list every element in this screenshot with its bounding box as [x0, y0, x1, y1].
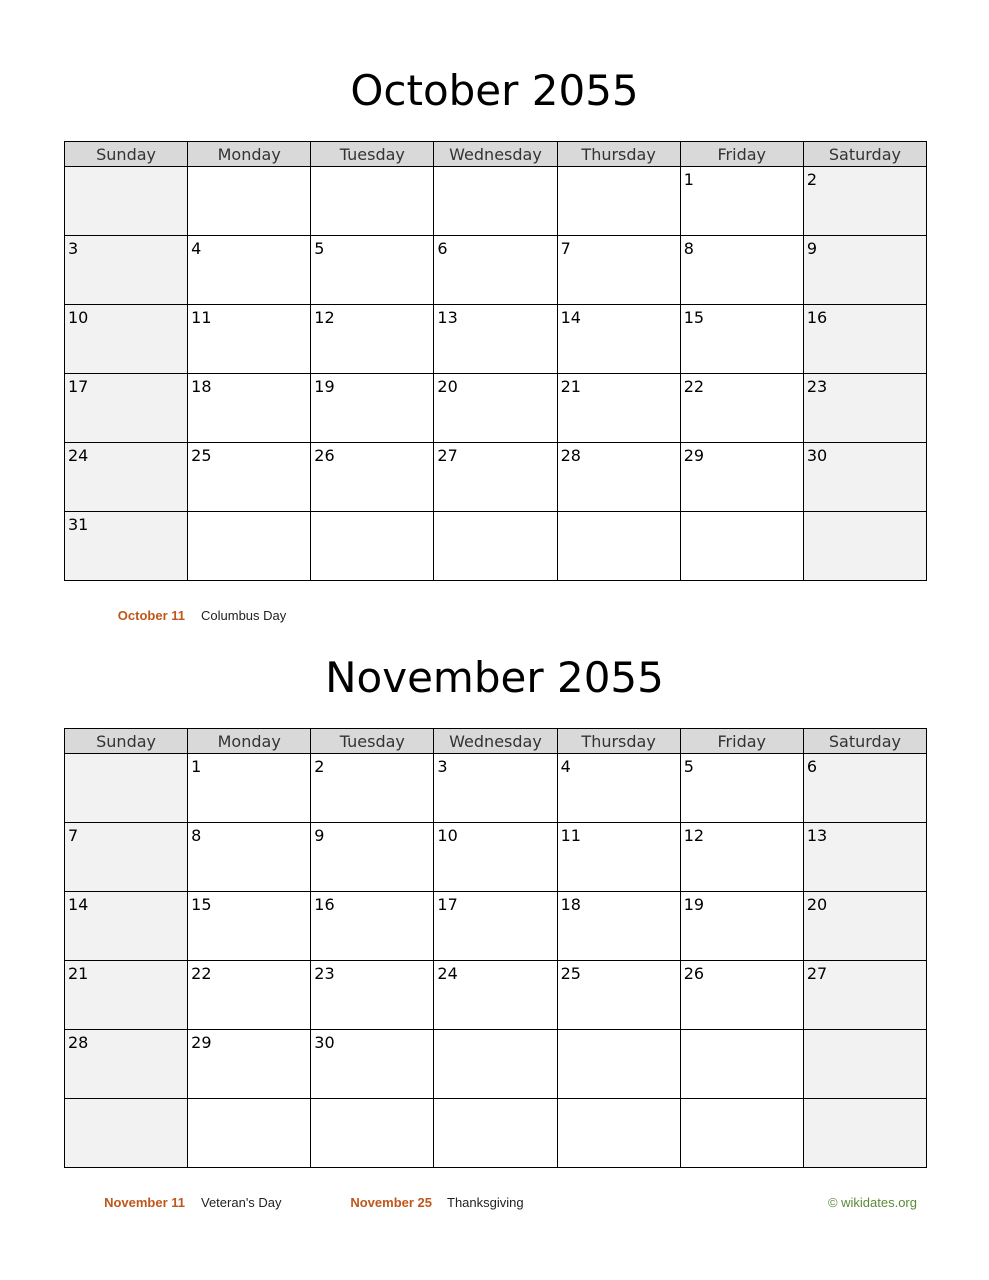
day-cell — [803, 961, 926, 1030]
day-number: 16 — [806, 308, 828, 327]
day-cell — [557, 754, 680, 823]
day-number: 27 — [806, 964, 828, 983]
day-cell — [803, 754, 926, 823]
holiday-name: Columbus Day — [201, 608, 287, 623]
day-number: 19 — [314, 377, 335, 396]
day-cell — [65, 305, 188, 374]
week-row — [65, 1099, 927, 1168]
day-cell — [434, 961, 557, 1030]
day-cell — [557, 512, 680, 581]
day-cell — [434, 1030, 557, 1099]
calendar-grid — [64, 141, 927, 581]
week-row — [65, 1030, 927, 1099]
day-number: 26 — [683, 964, 705, 983]
day-cell — [65, 236, 188, 305]
day-cell — [188, 961, 311, 1030]
day-cell — [311, 374, 434, 443]
day-cell — [188, 892, 311, 961]
day-cell — [65, 443, 188, 512]
day-cell — [680, 1030, 803, 1099]
day-cell — [680, 754, 803, 823]
day-cell — [557, 1099, 680, 1168]
day-number — [681, 512, 803, 516]
day-number: 20 — [806, 895, 828, 914]
day-number: 28 — [68, 1033, 89, 1052]
day-number: 1 — [683, 170, 694, 189]
day-number — [558, 167, 680, 171]
day-number: 12 — [314, 308, 335, 327]
day-cell — [803, 892, 926, 961]
day-number: 14 — [560, 308, 581, 327]
day-number: 11 — [191, 308, 212, 327]
day-number: 13 — [806, 826, 828, 845]
day-number — [65, 167, 187, 171]
day-number: 6 — [806, 757, 818, 776]
day-cell — [434, 167, 557, 236]
day-number: 4 — [191, 239, 202, 258]
day-cell — [434, 443, 557, 512]
day-cell — [65, 754, 188, 823]
weekday-header: Saturday — [803, 729, 926, 754]
day-number — [434, 1099, 556, 1103]
day-number: 17 — [68, 377, 89, 396]
day-number: 16 — [314, 895, 335, 914]
weekday-header: Wednesday — [434, 142, 557, 167]
day-number — [558, 1030, 680, 1034]
day-cell — [434, 1099, 557, 1168]
day-number: 25 — [560, 964, 581, 983]
week-row — [65, 167, 927, 236]
day-number: 2 — [314, 757, 325, 776]
day-cell — [680, 443, 803, 512]
day-cell — [311, 1099, 434, 1168]
day-number: 28 — [560, 446, 581, 465]
day-cell — [680, 374, 803, 443]
day-cell — [680, 892, 803, 961]
day-cell — [434, 374, 557, 443]
weekday-header: Wednesday — [434, 729, 557, 754]
day-cell — [680, 236, 803, 305]
day-number: 5 — [314, 239, 325, 258]
day-number: 5 — [683, 757, 694, 776]
day-number: 18 — [191, 377, 212, 396]
day-number — [188, 512, 310, 516]
weekday-header: Tuesday — [311, 142, 434, 167]
day-number — [681, 1099, 803, 1103]
day-number: 21 — [560, 377, 581, 396]
day-number: 13 — [437, 308, 458, 327]
day-cell — [188, 236, 311, 305]
day-cell — [188, 512, 311, 581]
weekday-header: Sunday — [65, 729, 188, 754]
weekday-header-row — [65, 729, 927, 754]
day-cell — [65, 892, 188, 961]
day-cell — [803, 167, 926, 236]
day-number: 3 — [437, 757, 448, 776]
day-number: 7 — [68, 826, 79, 845]
day-number — [804, 512, 926, 516]
day-number — [558, 512, 680, 516]
day-cell — [680, 961, 803, 1030]
day-cell — [680, 305, 803, 374]
day-cell — [434, 892, 557, 961]
day-cell — [434, 305, 557, 374]
weekday-header: Saturday — [803, 142, 926, 167]
day-cell — [803, 1030, 926, 1099]
day-number: 8 — [191, 826, 202, 845]
day-number — [804, 1030, 926, 1034]
week-row — [65, 374, 927, 443]
day-cell — [680, 1099, 803, 1168]
day-number: 23 — [806, 377, 828, 396]
site-credit: © wikidates.org — [827, 1195, 917, 1210]
day-number: 30 — [314, 1033, 335, 1052]
day-cell — [188, 443, 311, 512]
day-number: 22 — [683, 377, 705, 396]
day-number: 4 — [560, 757, 571, 776]
day-cell — [65, 823, 188, 892]
week-row — [65, 961, 927, 1030]
day-cell — [65, 1099, 188, 1168]
week-row — [65, 305, 927, 374]
weekday-header-row — [65, 142, 927, 167]
day-cell — [65, 167, 188, 236]
day-number: 19 — [683, 895, 705, 914]
day-number — [188, 1099, 310, 1103]
day-number: 2 — [806, 170, 818, 189]
weekday-header: Friday — [680, 142, 803, 167]
day-cell — [311, 1030, 434, 1099]
day-cell — [557, 374, 680, 443]
day-number — [311, 512, 433, 516]
day-number: 7 — [560, 239, 571, 258]
day-cell — [311, 754, 434, 823]
week-row — [65, 892, 927, 961]
day-number: 20 — [437, 377, 458, 396]
day-cell — [434, 823, 557, 892]
holiday-date: November 11 — [104, 1195, 185, 1210]
day-cell — [188, 754, 311, 823]
day-number: 24 — [437, 964, 458, 983]
holiday-name: Veteran's Day — [201, 1195, 282, 1210]
weekday-header: Thursday — [557, 142, 680, 167]
day-cell — [311, 823, 434, 892]
day-cell — [557, 1030, 680, 1099]
day-number: 22 — [191, 964, 212, 983]
day-cell — [311, 236, 434, 305]
day-number: 8 — [683, 239, 694, 258]
day-cell — [311, 892, 434, 961]
day-cell — [188, 1030, 311, 1099]
day-cell — [65, 1030, 188, 1099]
day-number: 11 — [560, 826, 581, 845]
weekday-header: Friday — [680, 729, 803, 754]
day-number: 6 — [437, 239, 448, 258]
day-cell — [434, 236, 557, 305]
calendar-grid — [64, 728, 927, 1168]
day-number: 17 — [437, 895, 458, 914]
day-cell — [557, 236, 680, 305]
month-title: October 2055 — [350, 66, 639, 115]
day-number: 29 — [191, 1033, 212, 1052]
day-cell — [680, 512, 803, 581]
day-number — [311, 1099, 433, 1103]
holiday-name: Thanksgiving — [447, 1195, 524, 1210]
day-number: 25 — [191, 446, 212, 465]
day-number: 10 — [437, 826, 458, 845]
day-number: 1 — [191, 757, 202, 776]
day-cell — [65, 374, 188, 443]
day-number: 15 — [191, 895, 212, 914]
day-number: 9 — [806, 239, 818, 258]
week-row — [65, 512, 927, 581]
day-cell — [803, 512, 926, 581]
holiday-list — [0, 606, 989, 626]
day-number — [681, 1030, 803, 1034]
day-number — [65, 1099, 187, 1103]
day-cell — [311, 443, 434, 512]
holiday-date: October 11 — [117, 608, 185, 623]
day-number — [65, 754, 187, 758]
day-cell — [65, 512, 188, 581]
day-number: 18 — [560, 895, 581, 914]
day-cell — [434, 512, 557, 581]
day-cell — [311, 305, 434, 374]
weekday-header: Monday — [188, 729, 311, 754]
day-number: 9 — [314, 826, 325, 845]
weekday-header: Thursday — [557, 729, 680, 754]
day-cell — [311, 961, 434, 1030]
day-cell — [557, 443, 680, 512]
day-number: 23 — [314, 964, 335, 983]
day-cell — [680, 167, 803, 236]
day-number: 10 — [68, 308, 89, 327]
month-title: November 2055 — [325, 653, 664, 702]
day-cell — [188, 167, 311, 236]
day-number — [434, 1030, 556, 1034]
day-number — [434, 167, 556, 171]
day-number: 24 — [68, 446, 89, 465]
day-number: 29 — [683, 446, 705, 465]
day-number — [558, 1099, 680, 1103]
day-number: 21 — [68, 964, 89, 983]
day-number: 31 — [68, 515, 89, 534]
day-cell — [803, 236, 926, 305]
day-cell — [188, 374, 311, 443]
day-cell — [311, 167, 434, 236]
day-number: 27 — [437, 446, 458, 465]
day-cell — [557, 823, 680, 892]
day-cell — [557, 305, 680, 374]
day-number: 15 — [683, 308, 705, 327]
day-cell — [65, 961, 188, 1030]
day-cell — [803, 443, 926, 512]
day-number — [311, 167, 433, 171]
week-row — [65, 754, 927, 823]
day-number: 12 — [683, 826, 705, 845]
weekday-header: Monday — [188, 142, 311, 167]
week-row — [65, 443, 927, 512]
day-cell — [803, 1099, 926, 1168]
day-cell — [557, 892, 680, 961]
day-cell — [188, 823, 311, 892]
day-number — [188, 167, 310, 171]
week-row — [65, 823, 927, 892]
day-cell — [803, 823, 926, 892]
day-cell — [434, 754, 557, 823]
weekday-header: Sunday — [65, 142, 188, 167]
day-number — [804, 1099, 926, 1103]
day-number: 14 — [68, 895, 89, 914]
weekday-header: Tuesday — [311, 729, 434, 754]
day-number: 3 — [68, 239, 79, 258]
day-number — [434, 512, 556, 516]
day-cell — [680, 823, 803, 892]
day-cell — [311, 512, 434, 581]
holiday-date: November 25 — [350, 1195, 432, 1210]
day-cell — [188, 305, 311, 374]
day-cell — [557, 167, 680, 236]
day-cell — [188, 1099, 311, 1168]
week-row — [65, 236, 927, 305]
day-number: 26 — [314, 446, 335, 465]
day-cell — [557, 961, 680, 1030]
day-cell — [803, 374, 926, 443]
day-cell — [803, 305, 926, 374]
day-number: 30 — [806, 446, 828, 465]
